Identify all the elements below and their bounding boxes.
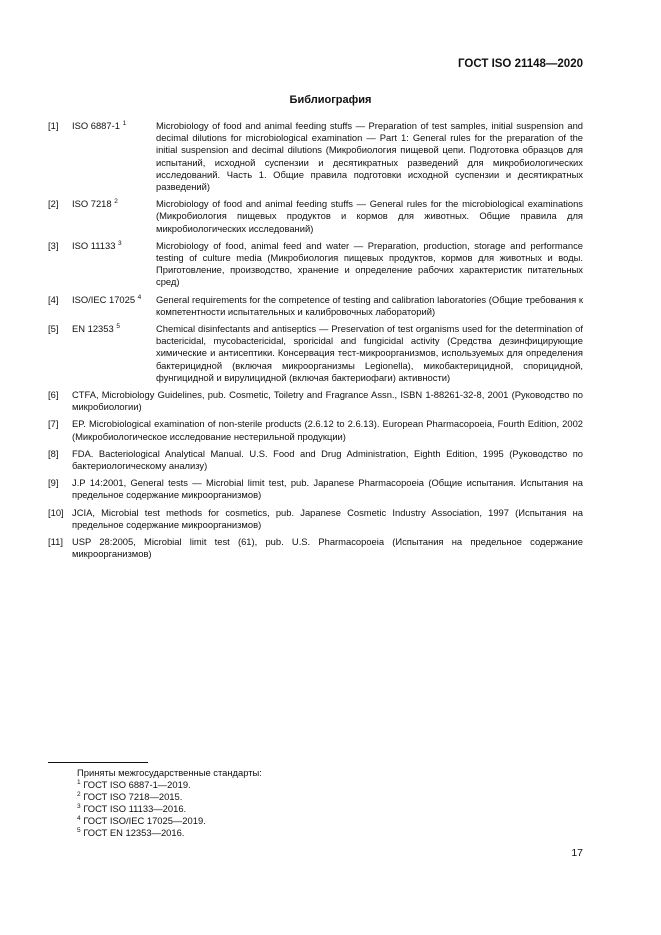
reference-number: [7] bbox=[48, 418, 59, 430]
reference-code: ISO 7218 $^2$ bbox=[72, 198, 118, 210]
reference-number: [9] bbox=[48, 477, 59, 489]
reference-entry-6 bbox=[48, 389, 583, 413]
reference-number: [3] bbox=[48, 239, 59, 251]
footnote-intro: Приняты межгосударственные стандарты: bbox=[77, 767, 262, 778]
reference-code: ISO 11133 $^3$ bbox=[72, 239, 122, 251]
footnotes bbox=[77, 767, 262, 840]
reference-entry-7 bbox=[48, 418, 583, 442]
reference-text: General requirements for the competence of testing and calibration laboratories (Общие требования к компетентности испытательных и калибровочных лабораторий) bbox=[156, 293, 583, 317]
reference-text: FDA. Bacteriological Analytical Manual. U.S. Food and Drug Administration, Eighth Edition, 1995 (Руководство по бактериологическому анализу) bbox=[72, 447, 583, 472]
reference-number: [10] bbox=[48, 506, 64, 518]
reference-text: Chemical disinfectants and antiseptics — Preservation of test organisms used for the determination of bactericidal, mycobactericidal, sporicidal and fungicidal activity (Средства дезинфицирующие химические и антисептики. Консервация тест-микроорганизмов, используемых для определения бактерицидной (включая микроорганизмы Legionella), микобактерицидной, спорицидной, фунгицидной и вирулицидной (включая бактериофаги) активности) bbox=[156, 323, 583, 383]
document-id: ГОСТ ISO 21148—2020 bbox=[458, 58, 583, 70]
reference-text: J.P 14:2001, General tests — Microbial limit test, pub. Japanese Pharmacopoeia (Общие испытания. Испытания на предельное содержание микроорганизмов) bbox=[72, 477, 583, 501]
footnote-mark: 3 bbox=[118, 239, 122, 247]
reference-text: USP 28:2005, Microbial limit test (61), pub. U.S. Pharmacopoeia (Испытания на предельное содержание микроорганизмов) bbox=[72, 536, 583, 560]
reference-code: ISO/IEC 17025 $^4$ bbox=[72, 293, 142, 305]
reference-text: Microbiology of food and animal feeding stuffs — General rules for the microbiological examinations (Микробиология пищевых продуктов и кормов для животных. Общие правила для микробиологических исследований) bbox=[156, 198, 583, 234]
reference-number: [5] bbox=[48, 323, 59, 335]
page-number: 17 bbox=[571, 847, 583, 859]
footnote-item: $^5$ ГОСТ EN 12353—2016. bbox=[77, 827, 185, 839]
reference-text: Microbiology of food, animal feed and water — Preparation, production, storage and performance testing of culture media (Микробиология пищевых продуктов, кормов для животных и воды. Приготовление, производство, хранение и определение рабочих характеристик питательных сред) bbox=[156, 239, 583, 288]
reference-number: [11] bbox=[48, 536, 63, 548]
reference-entry-11 bbox=[48, 536, 583, 560]
reference-number: [6] bbox=[48, 389, 59, 401]
reference-entry-3 bbox=[48, 240, 583, 289]
footnote-mark: 5 bbox=[116, 322, 120, 330]
reference-text: EP. Microbiological examination of non-sterile products (2.6.12 to 2.6.13). European Pharmacopoeia, Fourth Edition, 2002 (Микробиологическое исследование нестерильной продукции) bbox=[72, 418, 583, 442]
reference-entry-5 bbox=[48, 323, 583, 384]
footnote-mark: 2 bbox=[114, 198, 118, 206]
reference-code: ISO 6887-1 $^1$ bbox=[72, 119, 127, 131]
reference-entry-1 bbox=[48, 120, 583, 193]
footnote-item: $^2$ ГОСТ ISO 7218—2015. bbox=[77, 791, 183, 803]
footnote-divider bbox=[48, 762, 148, 763]
reference-text: Microbiology of food and animal feeding stuffs — Preparation of test samples, initial suspension and decimal dilutions for microbiological examination — Part 1: General rules for the preparation of the initial suspension and decimal dilutions (Микробиология пищевой цепи. Подготовка образцов для испытаний, исходной суспензии и десятикратных разведений для микробиологических исследований. Часть 1. Общие правила подготовки исходной суспензии и десятикратных разведений) bbox=[156, 120, 583, 193]
page-title: Библиография bbox=[289, 94, 372, 106]
reference-text: CTFA, Microbiology Guidelines, pub. Cosmetic, Toiletry and Fragrance Assn., ISBN 1-88261-32-8, 2001 (Руководство по микробиологии) bbox=[72, 389, 583, 413]
reference-entry-2 bbox=[48, 198, 583, 235]
reference-entry-8 bbox=[48, 448, 583, 472]
reference-number: [2] bbox=[48, 198, 59, 210]
footnote-item: $^1$ ГОСТ ISO 6887-1—2019. bbox=[77, 778, 191, 791]
reference-number: [8] bbox=[48, 447, 59, 459]
reference-entry-9 bbox=[48, 477, 583, 501]
footnote-mark: 1 bbox=[122, 119, 127, 127]
reference-entry-10 bbox=[48, 507, 583, 531]
reference-number: [1] bbox=[48, 120, 59, 131]
footnote-mark: 4 bbox=[137, 293, 142, 301]
reference-text: JCIA, Microbial test methods for cosmetics, pub. Japanese Cosmetic Industry Association, 1997 (Испытания на предельное содержание микроорганизмов) bbox=[72, 506, 583, 530]
footnote-item: $^3$ ГОСТ ISO 11133—2016. bbox=[77, 803, 187, 815]
reference-number: [4] bbox=[48, 293, 59, 305]
reference-entry-4 bbox=[48, 294, 583, 318]
bibliography-list bbox=[48, 120, 583, 566]
reference-code: EN 12353 $^5$ bbox=[72, 322, 120, 335]
footnote-item: $^4$ ГОСТ ISO/IEC 17025—2019. bbox=[77, 815, 206, 827]
